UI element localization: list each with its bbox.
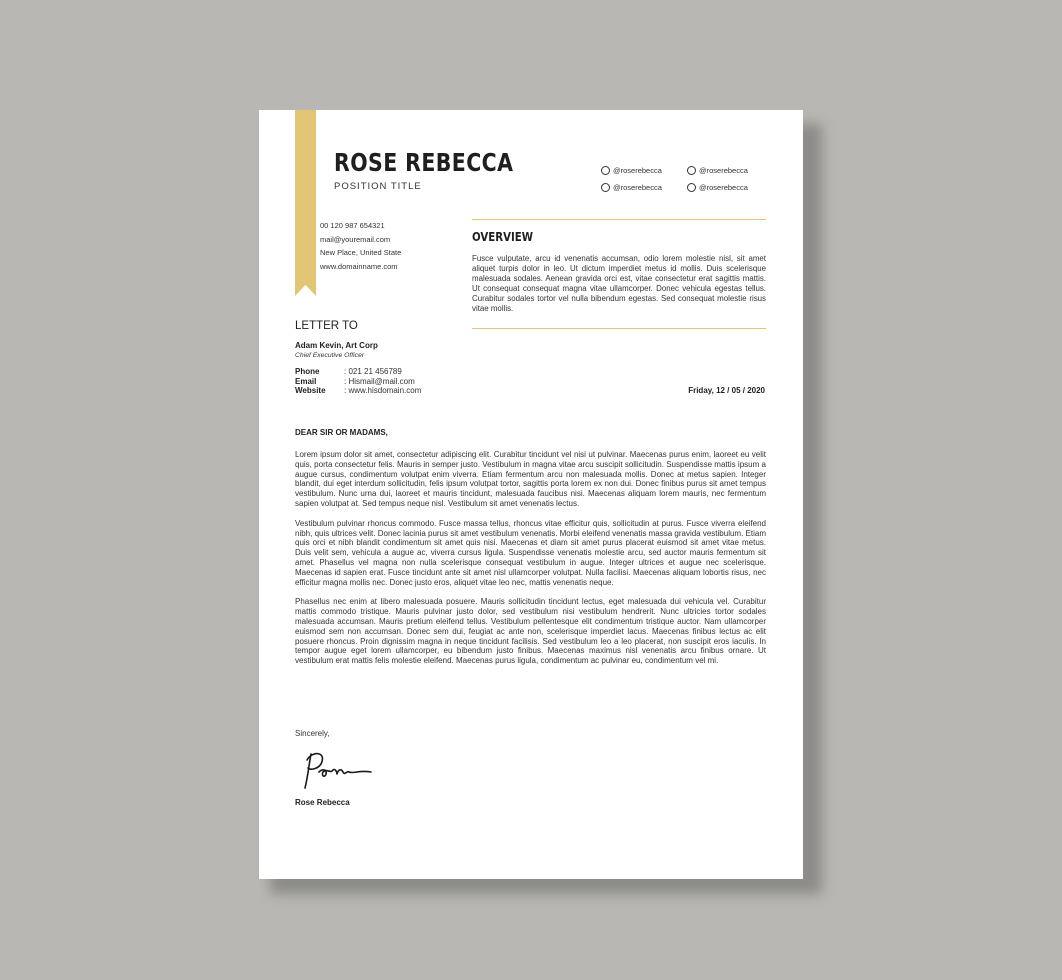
contact-website: www.domainname.com — [320, 261, 398, 271]
contact-email: mail@youremail.com — [320, 234, 391, 244]
social-column-right — [687, 164, 748, 193]
circle-icon — [687, 183, 696, 192]
body-paragraph: Vestibulum pulvinar rhoncus commodo. Fusce massa tellus, rhoncus vitae efficitur quis, sollicitudin at purus. Fusce viverra eleifend nibh, quis ultrices velit. Donec lacinia purus sit amet vestibulum venenatis. Morbi eleifend venenatis massa gravida vestibulum. Etiam quis orci et nibh blandit condimentum sit amet quis nisi. Maecenas et diam sit amet purus placerat euismod sit amet vitae metus. Duis velit sem, vehicula a augue ac, viverra cursus ligula. Suspendisse venenatis molestie arcu, sed auctor mauris fermentum sit amet. Phasellus vel magna non nulla scelerisque consequat vestibulum in augue. Integer ultrices et augue nec scelerisque. Maecenas id sapien erat. Fusce tincidunt ante sit amet nisl ullamcorper volutpat. Nulla facilisi. Maecenas aliquam lobortis risus, nec efficitur magna mollis nec. Donec justo eros, aliquet vitae leo nec, mattis venenatis neque. — [295, 518, 766, 587]
letter-to-heading: LETTER TO — [295, 320, 358, 332]
detail-value: : Hismail@mail.com — [344, 376, 415, 386]
body-paragraph: Lorem ipsum dolor sit amet, consectetur adipiscing elit. Curabitur tincidunt vel nisi ut pulvinar. Maecenas purus enim, laoreet eu velit quis, porta consectetur felis. Mauris in semper justo. Vestibulum in magna vitae arcu suscipit sollicitudin. Suspendisse mattis ipsum a augue cursus, condimentum volutpat enim viverra. Etiam fermentum arcu non malesuada mollis. Donec at metus sapien. Integer blandit, dui eget interdum sollicitudin, felis ipsum volutpat tortor, sagittis porta lorem ex non dui. Donec finibus purus sit amet tempus vestibulum. Nunc urna dui, laoreet et mauris tincidunt, malesuada faucibus nisi. Maecenas aliquam lorem mauris, nec fermentum sapien volutpat at. Sed tempus neque nisl. Vestibulum sit amet venenatis lectus. — [295, 450, 766, 508]
circle-icon — [687, 166, 696, 175]
social-column-left — [601, 164, 662, 193]
contact-phone: 00 120 987 654321 — [320, 221, 385, 230]
circle-icon — [601, 166, 610, 175]
detail-label: Email — [295, 376, 317, 386]
closing: Sincerely, — [295, 729, 330, 738]
contact-info — [320, 222, 401, 271]
gold-ribbon-decoration — [295, 110, 316, 296]
social-item — [687, 164, 748, 176]
signature-icon — [299, 746, 379, 794]
signer-name: Rose Rebecca — [295, 798, 350, 807]
applicant-name: ROSE REBECCA — [334, 148, 514, 177]
letter-date: Friday, 12 / 05 / 2020 — [688, 386, 765, 395]
social-item — [601, 181, 662, 193]
detail-row-email — [295, 377, 421, 387]
social-item — [601, 164, 662, 176]
social-handle: @roserebecca — [613, 165, 662, 175]
circle-icon — [601, 183, 610, 192]
detail-label: Phone — [295, 367, 320, 376]
cover-letter-page — [259, 110, 803, 879]
detail-label: Website — [295, 386, 326, 396]
overview-text: Fusce vulputate, arcu id venenatis accumsan, odio lorem molestie nisl, sit amet aliquet turpis dolor in leo. Ut dictum imperdiet metus id mollis. Duis scelerisque malesuada sodales. Aenean gravida orci est, vitae consectetur erat sagittis mattis. Ut consequat consequat magna vitae ullamcorper. Donec vehicula egestas tellus. Curabitur sodales tortor vel nulla bibendum egestas. Sed consequat molestie risus vitae mollis. — [472, 254, 766, 313]
overview-section — [472, 219, 766, 329]
recipient-details — [295, 367, 421, 396]
social-handle: @roserebecca — [613, 182, 662, 192]
letter-body — [295, 450, 766, 676]
recipient-title: Chief Executive Officer — [295, 352, 365, 359]
social-handle: @roserebecca — [699, 182, 748, 192]
social-handle: @roserebecca — [699, 165, 748, 175]
social-item — [687, 181, 748, 193]
position-title: POSITION TITLE — [334, 181, 422, 192]
contact-address: New Place, United State — [320, 248, 402, 257]
salutation: DEAR SIR OR MADAMS, — [295, 428, 388, 437]
detail-value: : www.hisdomain.com — [344, 386, 422, 396]
detail-value: : 021 21 456789 — [344, 367, 402, 376]
body-paragraph: Phasellus nec enim at libero malesuada posuere. Mauris sollicitudin tincidunt lectus, eget malesuada dui vehicula vel. Curabitur mattis commodo tristique. Mauris pulvinar justo dolor, sed vestibulum nisi vestibulum hendrerit. Nunc ultricies tortor sodales malesuada accumsan. Mauris pretium eleifend tellus. Vestibulum pellentesque elit condimentum tristique auctor. Nam ullamcorper euismod sem non accumsan. Donec sem dui, feugiat ac ante non, scelerisque imperdiet lacus. Maecenas finibus lectus ac elit posuere rhoncus. Proin dignissim magna in neque tincidunt facilisis. Sed vestibulum leo a leo placerat, non suscipit eros iaculis. In tempor augue eget lorem ullamcorper, eu bibendum justo finibus. Maecenas maximus nisl venenatis arcu finibus ornare. Ut vestibulum erat mattis felis molestie eleifend. Maecenas purus ligula, condimentum ac pulvinar eu, condimentum vel mi. — [295, 597, 766, 666]
recipient-name: Adam Kevin, Art Corp — [295, 341, 378, 350]
detail-row-phone — [295, 367, 421, 377]
overview-title: OVERVIEW — [472, 230, 534, 244]
detail-row-website — [295, 386, 421, 396]
